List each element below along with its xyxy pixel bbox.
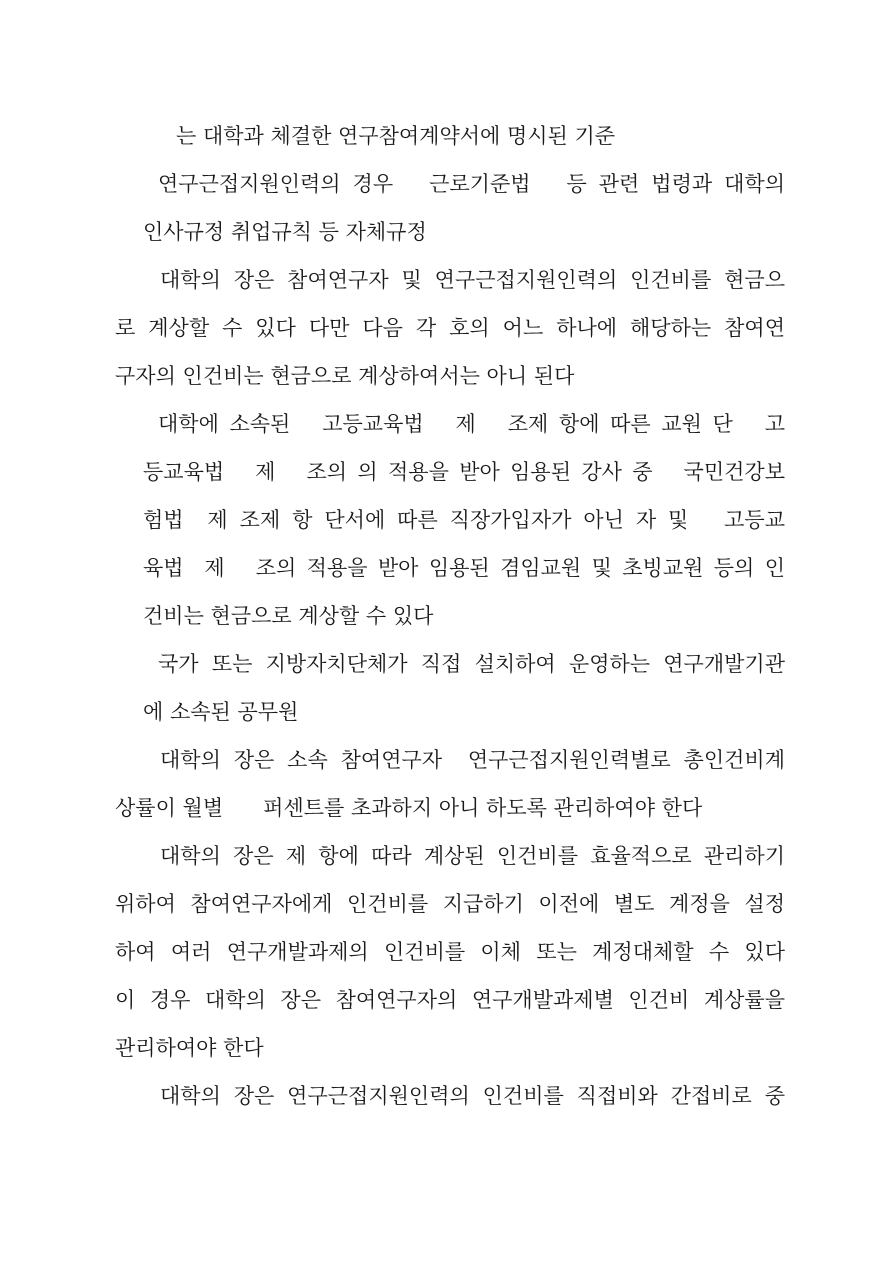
text-line-11: 건비는 현금으로 계상할 수 있다 (143, 604, 434, 628)
text-line-14: 대학의 장은 소속 참여연구자 연구근접지원인력별로 총인건비계 (160, 748, 785, 772)
text-line-4: 대학의 장은 참여연구자 및 연구근접지원인력의 인건비를 현금으 (160, 268, 785, 292)
text-line-8: 등교육법 제 조의 의 적용을 받아 임용된 강사 중 국민건강보 (143, 460, 785, 484)
text-line-21: 대학의 장은 연구근접지원인력의 인건비를 직접비와 간접비로 중 (160, 1084, 785, 1108)
text-line-5: 로 계상할 수 있다 다만 다음 각 호의 어느 하나에 해당하는 참여연 (115, 316, 785, 340)
text-line-17: 위하여 참여연구자에게 인건비를 지급하기 이전에 별도 계정을 설정 (115, 892, 785, 916)
text-line-16: 대학의 장은 제 항에 따라 계상된 인건비를 효율적으로 관리하기 (160, 844, 785, 868)
text-line-15: 상률이 월별 퍼센트를 초과하지 아니 하도록 관리하여야 한다 (115, 796, 703, 820)
text-line-1: 는 대학과 체결한 연구참여계약서에 명시된 기준 (176, 124, 616, 148)
text-line-6: 구자의 인건비는 현금으로 계상하여서는 아니 된다 (115, 364, 575, 388)
text-line-10: 육법 제 조의 적용을 받아 임용된 겸임교원 및 초빙교원 등의 인 (143, 556, 785, 580)
text-line-9: 험법 제 조제 항 단서에 따른 직장가입자가 아닌 자 및 고등교 (143, 508, 785, 532)
text-line-3: 인사규정 취업규칙 등 자체규정 (143, 220, 427, 244)
text-line-7: 대학에 소속된 고등교육법 제 조제 항에 따른 교원 단 고 (158, 412, 785, 436)
text-line-12: 국가 또는 지방자치단체가 직접 설치하여 운영하는 연구개발기관 (158, 652, 785, 676)
text-line-20: 관리하여야 한다 (115, 1036, 264, 1060)
text-line-19: 이 경우 대학의 장은 참여연구자의 연구개발과제별 인건비 계상률을 (115, 988, 785, 1012)
text-line-2: 연구근접지원인력의 경우 근로기준법 등 관련 법령과 대학의 (158, 172, 785, 196)
text-line-13: 에 소속된 공무원 (143, 700, 299, 724)
text-line-18: 하여 여러 연구개발과제의 인건비를 이체 또는 계정대체할 수 있다 (115, 940, 785, 964)
